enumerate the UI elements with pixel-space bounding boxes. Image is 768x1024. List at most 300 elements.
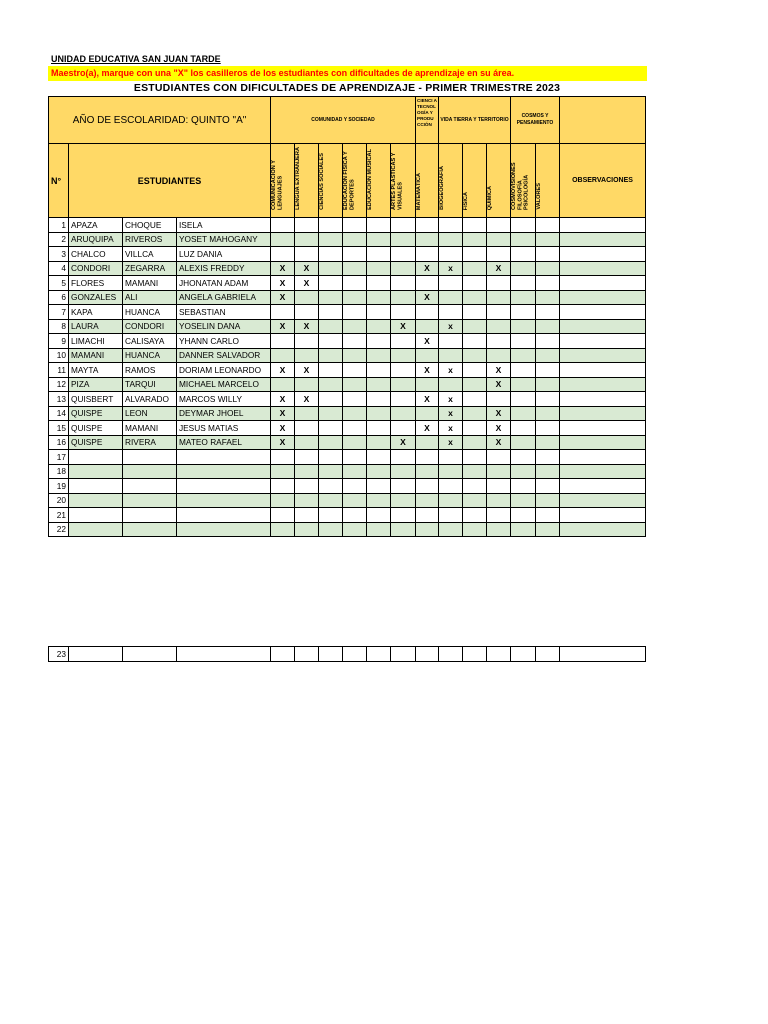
mark-cell[interactable] — [271, 479, 295, 494]
mark-cell[interactable] — [367, 348, 391, 363]
mark-cell[interactable] — [416, 232, 439, 247]
mark-cell[interactable] — [319, 421, 343, 436]
mark-cell[interactable] — [416, 319, 439, 334]
observations-cell[interactable] — [560, 647, 646, 662]
mark-cell[interactable] — [536, 305, 560, 320]
surname-2-cell[interactable] — [123, 508, 177, 523]
mark-cell[interactable] — [295, 305, 319, 320]
mark-cell[interactable] — [536, 334, 560, 349]
mark-cell[interactable] — [416, 647, 439, 662]
mark-cell[interactable]: x — [439, 406, 463, 421]
mark-cell[interactable] — [343, 479, 367, 494]
mark-cell[interactable] — [343, 464, 367, 479]
surname-1-cell[interactable]: QUISPE — [69, 435, 123, 450]
mark-cell[interactable] — [463, 522, 487, 537]
mark-cell[interactable] — [319, 247, 343, 262]
observations-cell[interactable] — [560, 435, 646, 450]
names-cell[interactable]: DORIAM LEONARDO — [177, 363, 271, 378]
mark-cell[interactable] — [343, 334, 367, 349]
mark-cell[interactable]: X — [416, 421, 439, 436]
observations-cell[interactable] — [560, 363, 646, 378]
mark-cell[interactable] — [536, 508, 560, 523]
mark-cell[interactable] — [463, 493, 487, 508]
mark-cell[interactable] — [343, 319, 367, 334]
mark-cell[interactable] — [343, 493, 367, 508]
mark-cell[interactable] — [416, 218, 439, 233]
names-cell[interactable]: LUZ DANIA — [177, 247, 271, 262]
mark-cell[interactable] — [463, 392, 487, 407]
mark-cell[interactable] — [487, 522, 511, 537]
mark-cell[interactable] — [511, 647, 536, 662]
row-number[interactable]: 7 — [49, 305, 69, 320]
mark-cell[interactable] — [463, 232, 487, 247]
mark-cell[interactable] — [416, 479, 439, 494]
mark-cell[interactable]: X — [271, 406, 295, 421]
mark-cell[interactable] — [487, 392, 511, 407]
mark-cell[interactable] — [391, 508, 416, 523]
mark-cell[interactable]: X — [487, 406, 511, 421]
mark-cell[interactable] — [439, 450, 463, 465]
observations-cell[interactable] — [560, 421, 646, 436]
surname-2-cell[interactable]: TARQUI — [123, 377, 177, 392]
row-number[interactable]: 22 — [49, 522, 69, 537]
mark-cell[interactable] — [391, 522, 416, 537]
names-cell[interactable]: MATEO RAFAEL — [177, 435, 271, 450]
surname-2-cell[interactable] — [123, 479, 177, 494]
mark-cell[interactable] — [295, 247, 319, 262]
names-cell[interactable]: DANNER SALVADOR — [177, 348, 271, 363]
mark-cell[interactable] — [463, 464, 487, 479]
mark-cell[interactable] — [439, 479, 463, 494]
mark-cell[interactable] — [343, 276, 367, 291]
mark-cell[interactable] — [343, 450, 367, 465]
observations-cell[interactable] — [560, 406, 646, 421]
names-cell[interactable]: MICHAEL MARCELO — [177, 377, 271, 392]
names-cell[interactable]: YOSET MAHOGANY — [177, 232, 271, 247]
mark-cell[interactable]: X — [416, 334, 439, 349]
mark-cell[interactable] — [391, 392, 416, 407]
row-number[interactable]: 10 — [49, 348, 69, 363]
surname-1-cell[interactable]: FLORES — [69, 276, 123, 291]
names-cell[interactable]: ISELA — [177, 218, 271, 233]
mark-cell[interactable] — [367, 247, 391, 262]
mark-cell[interactable] — [319, 261, 343, 276]
surname-2-cell[interactable]: MAMANI — [123, 276, 177, 291]
mark-cell[interactable] — [367, 450, 391, 465]
mark-cell[interactable] — [295, 406, 319, 421]
mark-cell[interactable] — [463, 450, 487, 465]
surname-2-cell[interactable] — [123, 493, 177, 508]
row-number[interactable]: 9 — [49, 334, 69, 349]
surname-2-cell[interactable]: ZEGARRA — [123, 261, 177, 276]
mark-cell[interactable] — [367, 406, 391, 421]
mark-cell[interactable] — [487, 464, 511, 479]
mark-cell[interactable] — [511, 421, 536, 436]
mark-cell[interactable] — [536, 493, 560, 508]
mark-cell[interactable] — [463, 421, 487, 436]
mark-cell[interactable] — [391, 450, 416, 465]
mark-cell[interactable] — [511, 479, 536, 494]
mark-cell[interactable] — [536, 392, 560, 407]
mark-cell[interactable] — [536, 218, 560, 233]
mark-cell[interactable] — [391, 348, 416, 363]
mark-cell[interactable]: X — [271, 392, 295, 407]
row-number[interactable]: 8 — [49, 319, 69, 334]
row-number[interactable]: 18 — [49, 464, 69, 479]
mark-cell[interactable] — [271, 450, 295, 465]
mark-cell[interactable] — [319, 406, 343, 421]
names-cell[interactable]: JESUS MATIAS — [177, 421, 271, 436]
mark-cell[interactable] — [319, 479, 343, 494]
mark-cell[interactable] — [536, 290, 560, 305]
observations-cell[interactable] — [560, 392, 646, 407]
mark-cell[interactable] — [367, 647, 391, 662]
mark-cell[interactable] — [416, 305, 439, 320]
mark-cell[interactable]: X — [416, 392, 439, 407]
mark-cell[interactable] — [367, 464, 391, 479]
mark-cell[interactable] — [511, 247, 536, 262]
observations-cell[interactable] — [560, 450, 646, 465]
mark-cell[interactable] — [416, 247, 439, 262]
mark-cell[interactable] — [487, 508, 511, 523]
observations-cell[interactable] — [560, 218, 646, 233]
mark-cell[interactable] — [319, 392, 343, 407]
mark-cell[interactable] — [511, 334, 536, 349]
mark-cell[interactable] — [463, 218, 487, 233]
mark-cell[interactable]: x — [439, 363, 463, 378]
observations-cell[interactable] — [560, 479, 646, 494]
mark-cell[interactable]: X — [487, 261, 511, 276]
row-number[interactable]: 14 — [49, 406, 69, 421]
row-number[interactable]: 13 — [49, 392, 69, 407]
mark-cell[interactable] — [511, 508, 536, 523]
mark-cell[interactable] — [319, 508, 343, 523]
mark-cell[interactable] — [463, 305, 487, 320]
observations-cell[interactable] — [560, 377, 646, 392]
surname-1-cell[interactable] — [69, 450, 123, 465]
mark-cell[interactable] — [295, 290, 319, 305]
mark-cell[interactable] — [536, 406, 560, 421]
mark-cell[interactable] — [511, 435, 536, 450]
names-cell[interactable]: ALEXIS FREDDY — [177, 261, 271, 276]
mark-cell[interactable] — [439, 305, 463, 320]
names-cell[interactable]: JHONATAN ADAM — [177, 276, 271, 291]
mark-cell[interactable]: X — [271, 276, 295, 291]
mark-cell[interactable] — [319, 647, 343, 662]
mark-cell[interactable] — [536, 522, 560, 537]
mark-cell[interactable] — [463, 508, 487, 523]
mark-cell[interactable] — [487, 493, 511, 508]
mark-cell[interactable] — [271, 377, 295, 392]
mark-cell[interactable]: X — [271, 261, 295, 276]
mark-cell[interactable] — [343, 247, 367, 262]
mark-cell[interactable] — [391, 305, 416, 320]
names-cell[interactable] — [177, 464, 271, 479]
mark-cell[interactable]: X — [487, 435, 511, 450]
mark-cell[interactable] — [463, 363, 487, 378]
mark-cell[interactable] — [367, 261, 391, 276]
mark-cell[interactable]: X — [295, 363, 319, 378]
surname-1-cell[interactable] — [69, 647, 123, 662]
surname-2-cell[interactable]: HUANCA — [123, 305, 177, 320]
mark-cell[interactable]: X — [416, 363, 439, 378]
surname-1-cell[interactable]: QUISPE — [69, 406, 123, 421]
mark-cell[interactable] — [319, 435, 343, 450]
mark-cell[interactable] — [487, 319, 511, 334]
row-number[interactable]: 1 — [49, 218, 69, 233]
mark-cell[interactable]: X — [271, 290, 295, 305]
mark-cell[interactable] — [391, 276, 416, 291]
mark-cell[interactable] — [319, 232, 343, 247]
row-number[interactable]: 19 — [49, 479, 69, 494]
mark-cell[interactable] — [463, 319, 487, 334]
mark-cell[interactable] — [487, 305, 511, 320]
mark-cell[interactable] — [511, 464, 536, 479]
mark-cell[interactable] — [536, 247, 560, 262]
surname-1-cell[interactable]: QUISPE — [69, 421, 123, 436]
mark-cell[interactable] — [367, 319, 391, 334]
surname-1-cell[interactable]: ARUQUIPA — [69, 232, 123, 247]
surname-2-cell[interactable]: VILLCA — [123, 247, 177, 262]
mark-cell[interactable] — [319, 522, 343, 537]
names-cell[interactable]: ANGELA GABRIELA — [177, 290, 271, 305]
mark-cell[interactable] — [271, 508, 295, 523]
mark-cell[interactable] — [536, 377, 560, 392]
mark-cell[interactable] — [367, 508, 391, 523]
mark-cell[interactable] — [511, 319, 536, 334]
observations-cell[interactable] — [560, 464, 646, 479]
mark-cell[interactable] — [536, 319, 560, 334]
mark-cell[interactable] — [319, 464, 343, 479]
mark-cell[interactable] — [391, 421, 416, 436]
mark-cell[interactable] — [391, 406, 416, 421]
mark-cell[interactable] — [439, 522, 463, 537]
mark-cell[interactable] — [367, 377, 391, 392]
names-cell[interactable]: YHANN CARLO — [177, 334, 271, 349]
mark-cell[interactable]: X — [295, 276, 319, 291]
mark-cell[interactable] — [439, 464, 463, 479]
surname-2-cell[interactable] — [123, 522, 177, 537]
mark-cell[interactable] — [343, 363, 367, 378]
observations-cell[interactable] — [560, 334, 646, 349]
mark-cell[interactable]: X — [487, 363, 511, 378]
mark-cell[interactable] — [463, 406, 487, 421]
surname-1-cell[interactable] — [69, 493, 123, 508]
mark-cell[interactable] — [271, 247, 295, 262]
mark-cell[interactable] — [343, 406, 367, 421]
mark-cell[interactable] — [511, 218, 536, 233]
names-cell[interactable]: SEBASTIAN — [177, 305, 271, 320]
observations-cell[interactable] — [560, 305, 646, 320]
mark-cell[interactable] — [391, 493, 416, 508]
mark-cell[interactable] — [295, 421, 319, 436]
mark-cell[interactable] — [487, 647, 511, 662]
surname-1-cell[interactable] — [69, 508, 123, 523]
mark-cell[interactable] — [295, 522, 319, 537]
mark-cell[interactable] — [343, 218, 367, 233]
mark-cell[interactable] — [295, 334, 319, 349]
mark-cell[interactable] — [367, 392, 391, 407]
mark-cell[interactable] — [391, 363, 416, 378]
mark-cell[interactable] — [439, 276, 463, 291]
names-cell[interactable] — [177, 522, 271, 537]
mark-cell[interactable]: X — [487, 377, 511, 392]
mark-cell[interactable] — [295, 435, 319, 450]
mark-cell[interactable]: x — [439, 392, 463, 407]
surname-2-cell[interactable]: RIVERA — [123, 435, 177, 450]
mark-cell[interactable] — [511, 232, 536, 247]
mark-cell[interactable] — [511, 377, 536, 392]
row-number[interactable]: 16 — [49, 435, 69, 450]
mark-cell[interactable]: x — [439, 261, 463, 276]
mark-cell[interactable] — [511, 305, 536, 320]
mark-cell[interactable] — [487, 348, 511, 363]
mark-cell[interactable]: X — [295, 319, 319, 334]
mark-cell[interactable]: X — [271, 319, 295, 334]
observations-cell[interactable] — [560, 290, 646, 305]
mark-cell[interactable] — [487, 276, 511, 291]
mark-cell[interactable] — [367, 421, 391, 436]
mark-cell[interactable]: X — [271, 421, 295, 436]
mark-cell[interactable] — [295, 377, 319, 392]
mark-cell[interactable]: X — [391, 435, 416, 450]
mark-cell[interactable] — [343, 647, 367, 662]
mark-cell[interactable] — [536, 479, 560, 494]
mark-cell[interactable] — [536, 435, 560, 450]
mark-cell[interactable] — [295, 479, 319, 494]
observations-cell[interactable] — [560, 493, 646, 508]
surname-2-cell[interactable]: ALI — [123, 290, 177, 305]
mark-cell[interactable] — [487, 247, 511, 262]
mark-cell[interactable] — [319, 450, 343, 465]
mark-cell[interactable] — [391, 290, 416, 305]
mark-cell[interactable] — [391, 647, 416, 662]
row-number[interactable]: 3 — [49, 247, 69, 262]
names-cell[interactable]: DEYMAR JHOEL — [177, 406, 271, 421]
mark-cell[interactable] — [367, 276, 391, 291]
names-cell[interactable] — [177, 493, 271, 508]
mark-cell[interactable] — [487, 290, 511, 305]
mark-cell[interactable] — [511, 363, 536, 378]
mark-cell[interactable] — [319, 377, 343, 392]
mark-cell[interactable] — [295, 218, 319, 233]
mark-cell[interactable] — [343, 435, 367, 450]
mark-cell[interactable] — [511, 392, 536, 407]
mark-cell[interactable] — [511, 290, 536, 305]
mark-cell[interactable] — [439, 218, 463, 233]
mark-cell[interactable]: x — [439, 435, 463, 450]
mark-cell[interactable] — [343, 392, 367, 407]
mark-cell[interactable] — [439, 493, 463, 508]
mark-cell[interactable]: X — [295, 392, 319, 407]
mark-cell[interactable] — [536, 348, 560, 363]
mark-cell[interactable]: x — [439, 319, 463, 334]
mark-cell[interactable] — [295, 508, 319, 523]
mark-cell[interactable] — [271, 647, 295, 662]
mark-cell[interactable] — [367, 218, 391, 233]
mark-cell[interactable] — [416, 377, 439, 392]
mark-cell[interactable] — [463, 479, 487, 494]
mark-cell[interactable] — [511, 406, 536, 421]
row-number[interactable]: 21 — [49, 508, 69, 523]
mark-cell[interactable] — [319, 348, 343, 363]
surname-1-cell[interactable]: MAMANI — [69, 348, 123, 363]
mark-cell[interactable] — [487, 232, 511, 247]
mark-cell[interactable] — [511, 522, 536, 537]
mark-cell[interactable] — [295, 450, 319, 465]
mark-cell[interactable] — [367, 479, 391, 494]
observations-cell[interactable] — [560, 348, 646, 363]
mark-cell[interactable] — [463, 247, 487, 262]
mark-cell[interactable] — [416, 276, 439, 291]
mark-cell[interactable] — [487, 334, 511, 349]
mark-cell[interactable] — [343, 305, 367, 320]
mark-cell[interactable] — [416, 348, 439, 363]
observations-cell[interactable] — [560, 276, 646, 291]
observations-cell[interactable] — [560, 232, 646, 247]
mark-cell[interactable] — [343, 522, 367, 537]
mark-cell[interactable] — [391, 218, 416, 233]
surname-2-cell[interactable] — [123, 450, 177, 465]
mark-cell[interactable] — [439, 334, 463, 349]
mark-cell[interactable] — [271, 305, 295, 320]
mark-cell[interactable] — [439, 247, 463, 262]
row-number[interactable]: 12 — [49, 377, 69, 392]
mark-cell[interactable] — [319, 305, 343, 320]
observations-cell[interactable] — [560, 522, 646, 537]
mark-cell[interactable]: X — [295, 261, 319, 276]
mark-cell[interactable] — [295, 493, 319, 508]
mark-cell[interactable] — [439, 508, 463, 523]
row-number[interactable]: 11 — [49, 363, 69, 378]
mark-cell[interactable] — [295, 348, 319, 363]
mark-cell[interactable]: X — [487, 421, 511, 436]
row-number[interactable]: 6 — [49, 290, 69, 305]
surname-2-cell[interactable] — [123, 647, 177, 662]
mark-cell[interactable] — [367, 232, 391, 247]
mark-cell[interactable] — [319, 290, 343, 305]
surname-1-cell[interactable]: KAPA — [69, 305, 123, 320]
mark-cell[interactable] — [343, 421, 367, 436]
row-number[interactable]: 17 — [49, 450, 69, 465]
mark-cell[interactable]: X — [416, 290, 439, 305]
mark-cell[interactable] — [416, 435, 439, 450]
mark-cell[interactable] — [439, 647, 463, 662]
observations-cell[interactable] — [560, 247, 646, 262]
mark-cell[interactable] — [416, 508, 439, 523]
mark-cell[interactable] — [416, 493, 439, 508]
row-number[interactable]: 4 — [49, 261, 69, 276]
row-number[interactable]: 15 — [49, 421, 69, 436]
mark-cell[interactable] — [463, 334, 487, 349]
mark-cell[interactable] — [391, 377, 416, 392]
surname-2-cell[interactable]: RIVEROS — [123, 232, 177, 247]
surname-2-cell[interactable] — [123, 464, 177, 479]
names-cell[interactable] — [177, 647, 271, 662]
mark-cell[interactable] — [367, 290, 391, 305]
row-number[interactable]: 5 — [49, 276, 69, 291]
observations-cell[interactable] — [560, 508, 646, 523]
mark-cell[interactable] — [463, 290, 487, 305]
surname-1-cell[interactable] — [69, 522, 123, 537]
mark-cell[interactable] — [536, 276, 560, 291]
mark-cell[interactable] — [536, 647, 560, 662]
mark-cell[interactable]: X — [391, 319, 416, 334]
mark-cell[interactable] — [295, 464, 319, 479]
mark-cell[interactable] — [511, 348, 536, 363]
mark-cell[interactable] — [271, 218, 295, 233]
mark-cell[interactable] — [463, 276, 487, 291]
